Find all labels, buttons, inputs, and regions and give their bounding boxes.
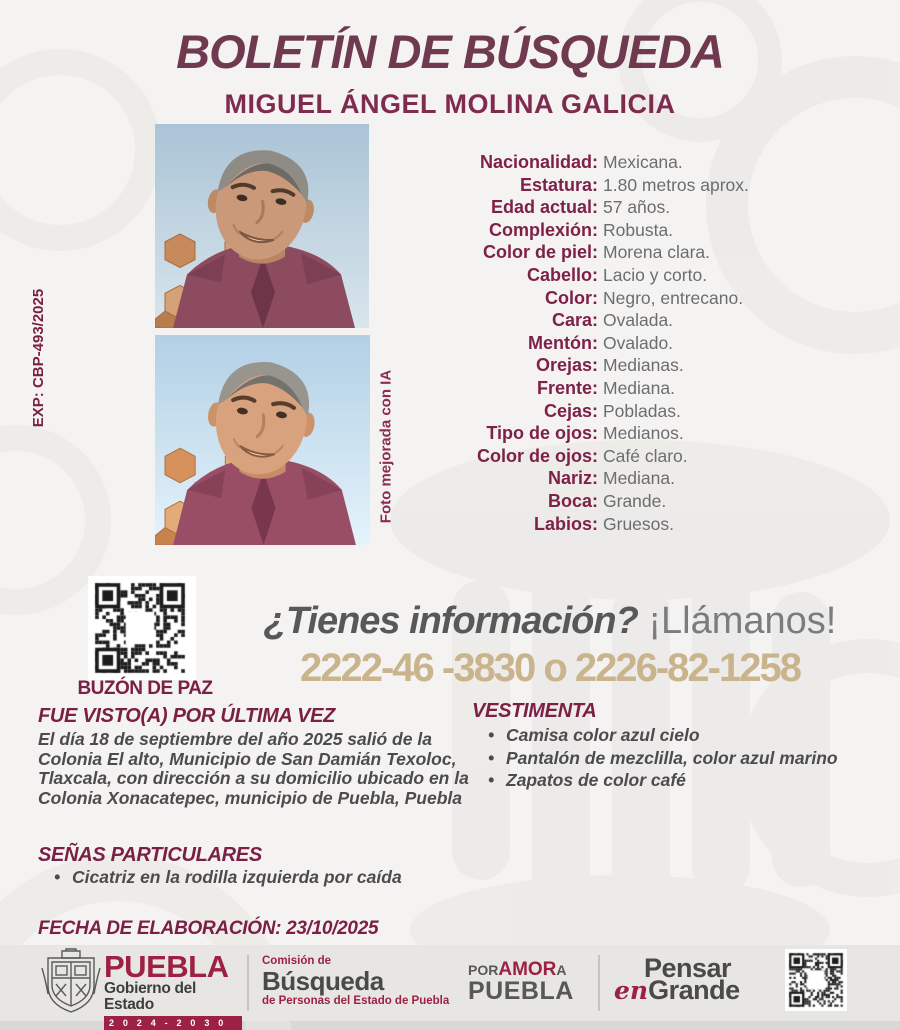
characteristic-value: Mexicana. — [603, 152, 683, 172]
clothing-list — [488, 726, 898, 794]
characteristics-list — [440, 152, 892, 536]
characteristic-value: Ovalada. — [603, 310, 674, 331]
clothing-item: • Pantalón de mezclilla, color azul marino — [488, 749, 898, 769]
characteristic-label: Estatura: — [519, 174, 598, 195]
person-photo-original — [155, 124, 369, 328]
characteristic-value: Lacio y corto. — [603, 264, 708, 285]
characteristic-label: Color de ojos: — [477, 445, 598, 466]
en-text: en — [614, 976, 649, 1005]
characteristic-value: Ovalado. — [603, 332, 674, 353]
amor-text: AMOR — [498, 959, 557, 980]
clothing-heading: VESTIMENTA — [472, 700, 597, 722]
elaboration-date: FECHA DE ELABORACIÓN: 23/10/2025 — [38, 918, 379, 939]
last-seen-text: El día 18 de septiembre del año 2025 salió de la Colonia El alto, Municipio de San Damián Texoloc, Tlaxcala, con dirección a su domicilio ubicado en la Colonia Xonacatepec, municipio de Puebla, Puebla — [38, 729, 469, 808]
a-text: A — [556, 962, 567, 978]
marks-item: • Cicatriz en la rodilla izquierda por caída — [54, 868, 534, 888]
characteristic-value: Grande. — [603, 490, 667, 511]
por-amor-a-puebla-logo — [468, 961, 574, 1003]
characteristic-value: Medianas. — [603, 355, 684, 376]
characteristic-label: Edad actual: — [490, 197, 598, 218]
puebla-logo-years: 2 0 2 4 - 2 0 3 0 — [104, 1016, 242, 1030]
marks-heading: SEÑAS PARTICULARES — [38, 844, 262, 866]
characteristic-value: Pobladas. — [603, 400, 681, 421]
characteristic-value: Mediana. — [603, 468, 675, 489]
pensar-en-grande-logo — [614, 955, 740, 1008]
footer-divider — [247, 955, 249, 1011]
puebla-logo-subtitle: Gobierno del Estado — [104, 980, 196, 1013]
info-question-line — [205, 600, 895, 643]
characteristic-value: Café claro. — [603, 445, 688, 466]
characteristic-label: Color de piel: — [482, 242, 598, 263]
clothing-item: • Camisa color azul cielo — [488, 726, 898, 746]
puebla-gobierno-logo — [104, 949, 244, 1030]
person-name: MIGUEL ÁNGEL MOLINA GALICIA — [224, 89, 676, 119]
comision-busqueda-logo — [262, 955, 449, 1008]
footer-qr-canvas — [785, 949, 847, 1011]
por-amor-puebla-text: PUEBLA — [468, 977, 574, 1005]
buzon-qr-code — [88, 576, 196, 680]
por-text: POR — [468, 962, 499, 978]
characteristic-label: Frente: — [536, 377, 598, 398]
puebla-logo-title: PUEBLA — [104, 949, 229, 984]
expedient-number: EXP: CBP-493/2025 — [30, 288, 47, 428]
characteristic-label: Color: — [545, 287, 598, 308]
characteristic-label: Tipo de ojos: — [486, 423, 598, 444]
characteristic-value: Robusta. — [603, 219, 674, 240]
marks-list — [54, 868, 534, 891]
characteristic-label: Cabello: — [526, 264, 598, 285]
characteristic-value: 1.80 metros aprox. — [603, 174, 749, 195]
characteristic-value: Medianos. — [603, 423, 684, 444]
characteristic-value: 57 años. — [603, 197, 671, 218]
buzon-qr-canvas — [88, 576, 196, 680]
comision-line2: Búsqueda — [262, 966, 384, 996]
footer-qr-code — [785, 949, 847, 1011]
characteristic-value: Morena clara. — [603, 242, 710, 263]
photo-ai-note: Foto mejorada con IA — [377, 369, 395, 524]
characteristic-value: Negro, entrecano. — [603, 287, 744, 308]
footer-bar — [0, 945, 900, 1028]
clothing-item: • Zapatos de color café — [488, 771, 898, 791]
characteristic-label: Mentón: — [528, 332, 598, 353]
buzon-de-paz-caption: BUZÓN DE PAZ — [77, 678, 213, 699]
last-seen-heading: FUE VISTO(A) POR ÚLTIMA VEZ — [38, 705, 336, 727]
llamanos-text: ¡Llámanos! — [637, 600, 837, 642]
characteristic-label: Boca: — [547, 490, 598, 511]
tienes-informacion-text: ¿Tienes información? — [263, 600, 638, 642]
pensar-line2 — [614, 977, 740, 1008]
characteristic-label: Cejas: — [543, 400, 598, 421]
characteristic-label: Orejas: — [535, 355, 598, 376]
grande-text: Grande — [648, 975, 740, 1005]
characteristic-value: Gruesos. — [603, 513, 674, 534]
pensar-text: Pensar — [644, 953, 732, 983]
comision-line3: de Personas del Estado de Puebla — [262, 995, 450, 1007]
characteristic-label: Cara: — [551, 310, 598, 331]
person-photo-ai-enhanced — [155, 335, 370, 545]
characteristic-label: Complexión: — [488, 219, 598, 240]
characteristic-label: Labios: — [533, 513, 598, 534]
bulletin-title: BOLETÍN DE BÚSQUEDA — [176, 25, 724, 78]
footer-divider — [598, 955, 600, 1011]
characteristic-value: Mediana. — [603, 377, 675, 398]
comision-line1: Comisión de — [262, 955, 332, 967]
puebla-coat-of-arms — [40, 948, 102, 1018]
characteristic-label: Nariz: — [547, 468, 598, 489]
characteristic-label: Nacionalidad: — [479, 152, 598, 172]
phone-numbers: 2222-46 -3830 o 2226-82-1258 — [300, 646, 800, 690]
